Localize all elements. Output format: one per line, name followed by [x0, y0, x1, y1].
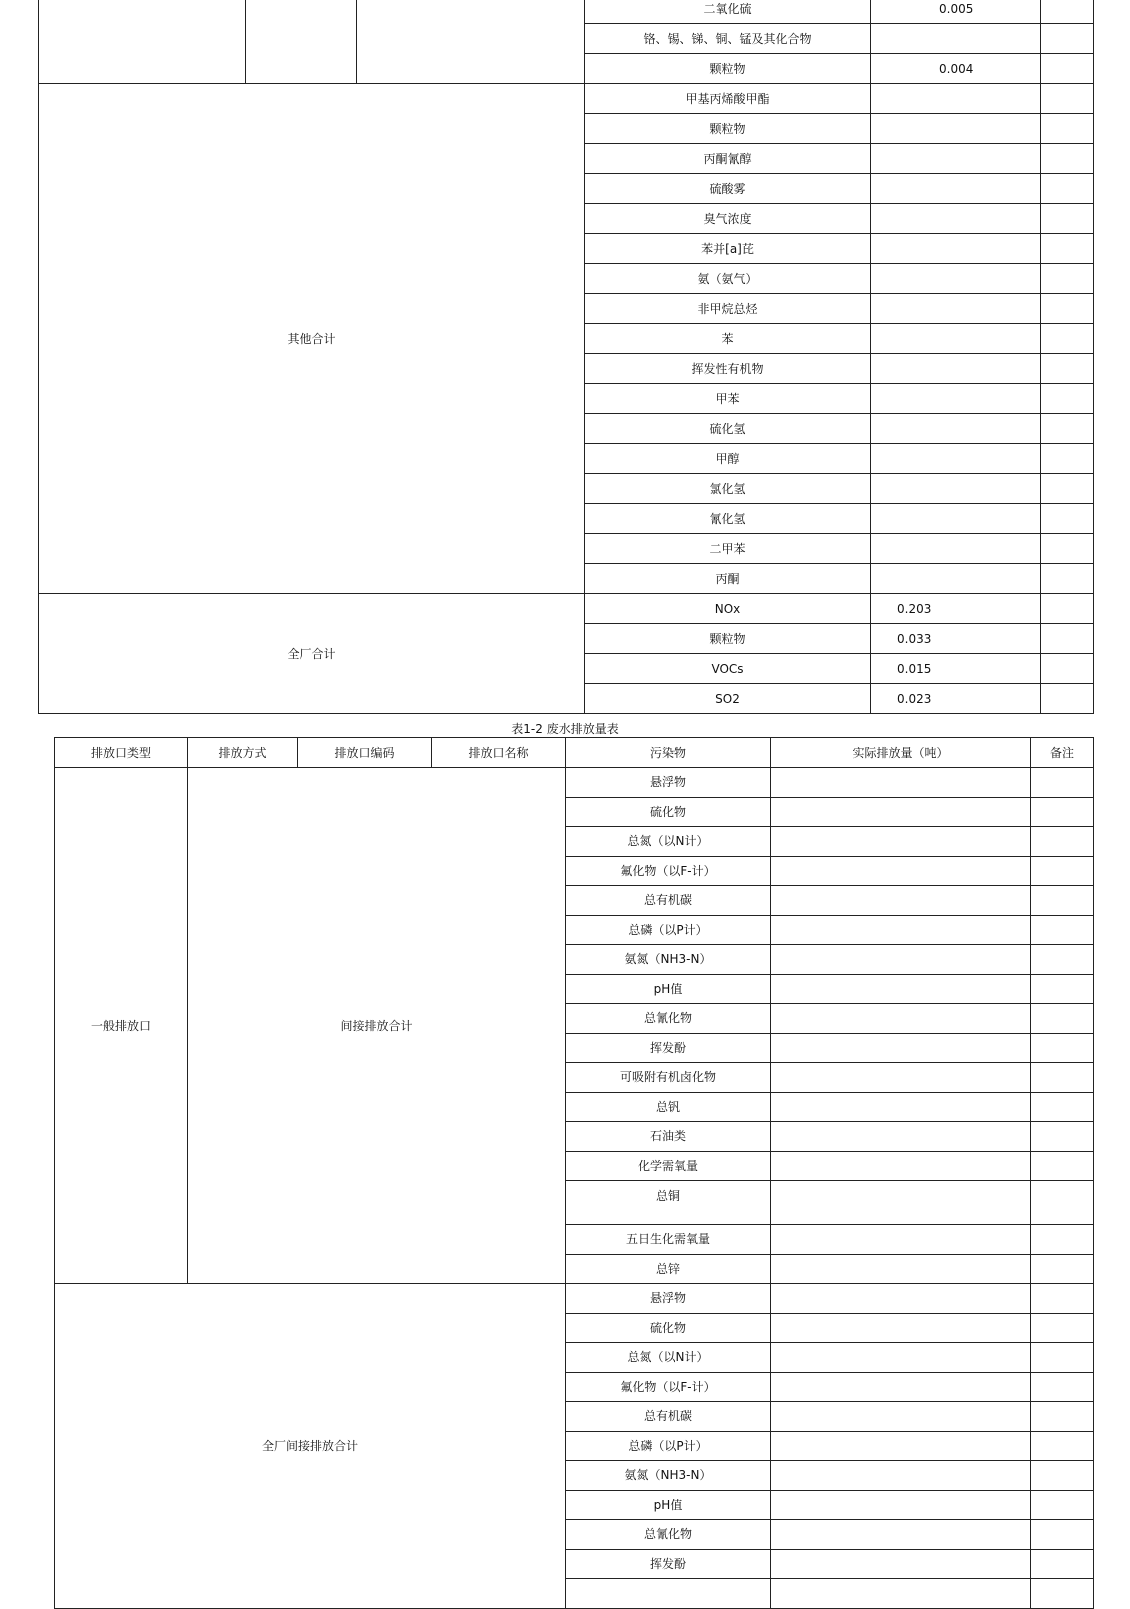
- blank-cell: [246, 0, 357, 84]
- value-cell: [871, 114, 1041, 144]
- pollutant-cell: 可吸附有机卤化物: [566, 1063, 771, 1093]
- amount-cell: [771, 1549, 1031, 1579]
- remark-cell: [1031, 1431, 1094, 1461]
- amount-cell: [771, 1254, 1031, 1284]
- pollutant-cell: 氟化物（以F-计）: [566, 856, 771, 886]
- remark-cell: [1031, 856, 1094, 886]
- pollutant-cell: 丙酮: [585, 564, 871, 594]
- pollutant-cell: VOCs: [585, 654, 871, 684]
- pollutant-cell: 总氮（以N计）: [566, 827, 771, 857]
- value-cell: [871, 204, 1041, 234]
- amount-cell: [771, 1343, 1031, 1373]
- remark-cell: [1041, 174, 1094, 204]
- pollutant-cell: 总氮（以N计）: [566, 1343, 771, 1373]
- remark-cell: [1031, 886, 1094, 916]
- remark-cell: [1041, 234, 1094, 264]
- remark-cell: [1031, 1549, 1094, 1579]
- amount-cell: [771, 1372, 1031, 1402]
- value-cell: [871, 174, 1041, 204]
- pollutant-cell: 臭气浓度: [585, 204, 871, 234]
- amount-cell: [771, 1402, 1031, 1432]
- pollutant-cell: [566, 1579, 771, 1609]
- remark-cell: [1041, 0, 1094, 24]
- remark-cell: [1041, 564, 1094, 594]
- pollutant-cell: 总氰化物: [566, 1520, 771, 1550]
- pollutant-cell: 甲醇: [585, 444, 871, 474]
- value-cell: [871, 24, 1041, 54]
- table-row: [39, 0, 1094, 24]
- pollutant-cell: 硫酸雾: [585, 174, 871, 204]
- remark-cell: [1041, 294, 1094, 324]
- plant-indirect-label: 全厂间接排放合计: [55, 1284, 566, 1609]
- value-cell: [871, 354, 1041, 384]
- remark-cell: [1041, 84, 1094, 114]
- remark-cell: [1031, 1313, 1094, 1343]
- value-cell: [871, 234, 1041, 264]
- remark-cell: [1031, 1063, 1094, 1093]
- table-row: [39, 594, 1094, 624]
- remark-cell: [1041, 24, 1094, 54]
- outlet-type: 一般排放口: [55, 768, 188, 1284]
- remark-cell: [1041, 264, 1094, 294]
- blank-cell: [357, 0, 585, 84]
- pollutant-cell: 挥发酚: [566, 1549, 771, 1579]
- amount-cell: [771, 1490, 1031, 1520]
- remark-cell: [1041, 654, 1094, 684]
- pollutant-cell: SO2: [585, 684, 871, 714]
- amount-cell: [771, 1520, 1031, 1550]
- remark-cell: [1031, 1181, 1094, 1225]
- pollutant-cell: 非甲烷总烃: [585, 294, 871, 324]
- header-row: [55, 738, 1094, 768]
- remark-cell: [1031, 1461, 1094, 1491]
- remark-cell: [1031, 1033, 1094, 1063]
- air-emission-table: [38, 0, 1094, 714]
- pollutant-cell: 总磷（以P计）: [566, 915, 771, 945]
- amount-cell: [771, 1122, 1031, 1152]
- remark-cell: [1041, 204, 1094, 234]
- table-row: [55, 1284, 1094, 1314]
- amount-cell: [771, 1181, 1031, 1225]
- pollutant-cell: 总有机碳: [566, 886, 771, 916]
- value-cell: 0.203: [871, 594, 1041, 624]
- remark-cell: [1031, 1579, 1094, 1609]
- header-cell: 排放口编码: [298, 738, 432, 768]
- remark-cell: [1031, 1225, 1094, 1255]
- value-cell: [871, 264, 1041, 294]
- value-cell: [871, 504, 1041, 534]
- value-cell: [871, 474, 1041, 504]
- pollutant-cell: 化学需氧量: [566, 1151, 771, 1181]
- pollutant-cell: 硫化物: [566, 797, 771, 827]
- pollutant-cell: 总氰化物: [566, 1004, 771, 1034]
- header-cell: 排放口名称: [432, 738, 566, 768]
- pollutant-cell: 苯: [585, 324, 871, 354]
- table-row: [55, 768, 1094, 798]
- remark-cell: [1031, 1151, 1094, 1181]
- pollutant-cell: pH值: [566, 1490, 771, 1520]
- remark-cell: [1041, 144, 1094, 174]
- remark-cell: [1031, 915, 1094, 945]
- pollutant-cell: 二甲苯: [585, 534, 871, 564]
- pollutant-cell: 颗粒物: [585, 114, 871, 144]
- pollutant-cell: 五日生化需氧量: [566, 1225, 771, 1255]
- value-cell: [871, 564, 1041, 594]
- pollutant-cell: 氯化氢: [585, 474, 871, 504]
- amount-cell: [771, 1004, 1031, 1034]
- pollutant-cell: 氨（氨气）: [585, 264, 871, 294]
- pollutant-cell: 二氧化硫: [585, 0, 871, 24]
- pollutant-cell: 悬浮物: [566, 768, 771, 798]
- value-cell: [871, 144, 1041, 174]
- remark-cell: [1031, 768, 1094, 798]
- remark-cell: [1041, 54, 1094, 84]
- pollutant-cell: 氰化氢: [585, 504, 871, 534]
- value-cell: 0.023: [871, 684, 1041, 714]
- pollutant-cell: 甲基丙烯酸甲酯: [585, 84, 871, 114]
- amount-cell: [771, 1151, 1031, 1181]
- group-label: 全厂合计: [39, 594, 585, 714]
- amount-cell: [771, 1092, 1031, 1122]
- value-cell: 0.033: [871, 624, 1041, 654]
- amount-cell: [771, 945, 1031, 975]
- pollutant-cell: 悬浮物: [566, 1284, 771, 1314]
- pollutant-cell: 总有机碳: [566, 1402, 771, 1432]
- remark-cell: [1041, 624, 1094, 654]
- remark-cell: [1041, 324, 1094, 354]
- pollutant-cell: 氨氮（NH3-N）: [566, 945, 771, 975]
- pollutant-cell: 总磷（以P计）: [566, 1431, 771, 1461]
- blank-cell: [39, 0, 246, 84]
- pollutant-cell: 挥发酚: [566, 1033, 771, 1063]
- remark-cell: [1031, 1284, 1094, 1314]
- amount-cell: [771, 1033, 1031, 1063]
- amount-cell: [771, 827, 1031, 857]
- pollutant-cell: 总铜: [566, 1181, 771, 1225]
- amount-cell: [771, 974, 1031, 1004]
- remark-cell: [1041, 384, 1094, 414]
- header-cell: 备注: [1031, 738, 1094, 768]
- amount-cell: [771, 915, 1031, 945]
- remark-cell: [1041, 684, 1094, 714]
- pollutant-cell: 丙酮氰醇: [585, 144, 871, 174]
- amount-cell: [771, 856, 1031, 886]
- header-cell: 排放口类型: [55, 738, 188, 768]
- header-cell: 污染物: [566, 738, 771, 768]
- amount-cell: [771, 886, 1031, 916]
- table-row: [39, 84, 1094, 114]
- remark-cell: [1041, 534, 1094, 564]
- remark-cell: [1041, 474, 1094, 504]
- pollutant-cell: 氟化物（以F-计）: [566, 1372, 771, 1402]
- remark-cell: [1041, 504, 1094, 534]
- pollutant-cell: 甲苯: [585, 384, 871, 414]
- remark-cell: [1031, 797, 1094, 827]
- value-cell: [871, 384, 1041, 414]
- value-cell: 0.004: [871, 54, 1041, 84]
- amount-cell: [771, 1063, 1031, 1093]
- pollutant-cell: 铬、锡、锑、铜、锰及其化合物: [585, 24, 871, 54]
- pollutant-cell: 氨氮（NH3-N）: [566, 1461, 771, 1491]
- pollutant-cell: 挥发性有机物: [585, 354, 871, 384]
- pollutant-cell: pH值: [566, 974, 771, 1004]
- value-cell: [871, 534, 1041, 564]
- pollutant-cell: 总锌: [566, 1254, 771, 1284]
- remark-cell: [1041, 414, 1094, 444]
- remark-cell: [1031, 974, 1094, 1004]
- pollutant-cell: 石油类: [566, 1122, 771, 1152]
- remark-cell: [1031, 1122, 1094, 1152]
- pollutant-cell: 总钒: [566, 1092, 771, 1122]
- header-cell: 排放方式: [188, 738, 298, 768]
- amount-cell: [771, 1579, 1031, 1609]
- amount-cell: [771, 1225, 1031, 1255]
- amount-cell: [771, 1284, 1031, 1314]
- remark-cell: [1031, 1402, 1094, 1432]
- remark-cell: [1041, 114, 1094, 144]
- pollutant-cell: 苯并[a]芘: [585, 234, 871, 264]
- value-cell: [871, 294, 1041, 324]
- value-cell: [871, 444, 1041, 474]
- header-cell: 实际排放量（吨）: [771, 738, 1031, 768]
- remark-cell: [1031, 1520, 1094, 1550]
- pollutant-cell: 硫化氢: [585, 414, 871, 444]
- amount-cell: [771, 1431, 1031, 1461]
- remark-cell: [1031, 827, 1094, 857]
- pollutant-cell: 颗粒物: [585, 624, 871, 654]
- subtotal-label: 间接排放合计: [188, 768, 566, 1284]
- remark-cell: [1041, 354, 1094, 384]
- amount-cell: [771, 1313, 1031, 1343]
- value-cell: [871, 414, 1041, 444]
- pollutant-cell: 硫化物: [566, 1313, 771, 1343]
- remark-cell: [1031, 945, 1094, 975]
- amount-cell: [771, 768, 1031, 798]
- group-label: 其他合计: [39, 84, 585, 594]
- wastewater-emission-table: [54, 737, 1094, 1609]
- pollutant-cell: 颗粒物: [585, 54, 871, 84]
- remark-cell: [1041, 444, 1094, 474]
- remark-cell: [1031, 1372, 1094, 1402]
- value-cell: [871, 84, 1041, 114]
- remark-cell: [1031, 1092, 1094, 1122]
- amount-cell: [771, 1461, 1031, 1491]
- table-caption: 表1-2 废水排放量表: [511, 722, 619, 736]
- value-cell: 0.015: [871, 654, 1041, 684]
- remark-cell: [1041, 594, 1094, 624]
- remark-cell: [1031, 1343, 1094, 1373]
- pollutant-cell: NOx: [585, 594, 871, 624]
- amount-cell: [771, 797, 1031, 827]
- value-cell: [871, 324, 1041, 354]
- value-cell: 0.005: [871, 0, 1041, 24]
- remark-cell: [1031, 1004, 1094, 1034]
- remark-cell: [1031, 1490, 1094, 1520]
- remark-cell: [1031, 1254, 1094, 1284]
